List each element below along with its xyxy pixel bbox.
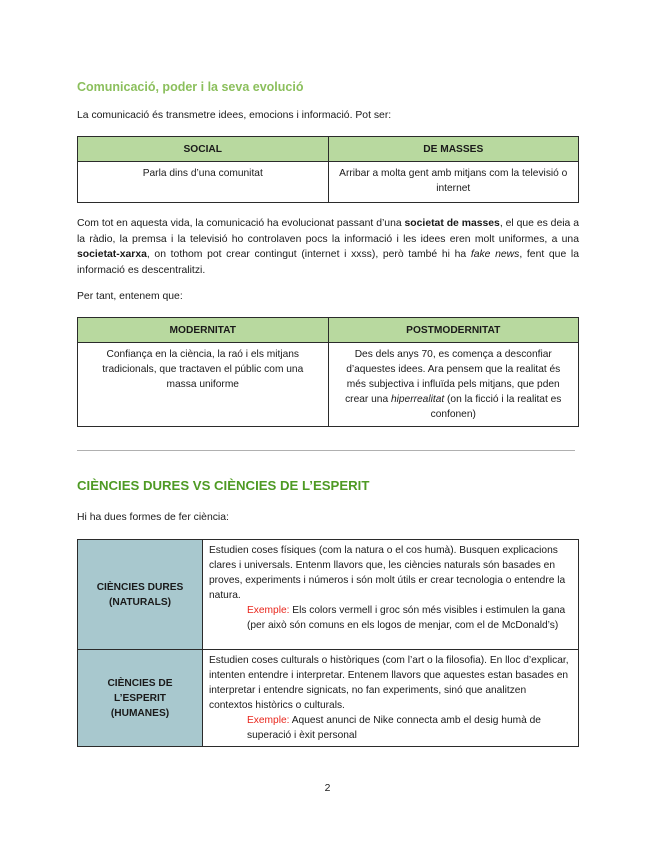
example-ciencies-dures: Exemple: Els colors vermell i groc són més visibles i estimulen la gana (per això són comuns en els logos de menjar, com el de McDonald’s) [247,605,566,631]
cell-de-masses: Arribar a molta gent amb mitjans com la televisió o internet [328,162,579,203]
intro-text: La comunicació és transmetre idees, emocions i informació. Pot ser: [77,110,392,121]
term-fake-news: fake news [470,249,520,260]
per-tant-text: Per tant, entenem que: [77,291,183,302]
page-number: 2 [324,783,331,794]
section-title-communication: Comunicació, poder i la seva evolució [77,80,304,94]
section-divider [77,450,575,451]
section-title-sciences: CIÈNCIES DURES VS CIÈNCIES DE L’ESPERIT [77,478,370,493]
term-hiperrealitat: hiperrealitat [390,394,445,405]
header-modernitat: MODERNITAT [78,318,329,343]
cell-modernitat: Confiança en la ciència, la raó i els mitjans tradicionals, que tractaven el públic com una massa uniforme [78,343,329,427]
term-societat-de-masses: societat de masses [404,218,500,229]
term-societat-xarxa: societat-xarxa [77,249,147,260]
cell-social: Parla dins d’una comunitat [78,162,329,203]
header-social: SOCIAL [78,137,329,162]
label-ciencies-esperit: CIÈNCIES DE L’ESPERIT (HUMANES) [78,650,203,747]
desc-ciencies-dures: Estudien coses físiques (com la natura o el cos humà). Busquen explicacions clares i universals. Entenm llavors que, les ciències naturals són basades en proves, experiments i números i són molt útils er crear tecnologia o entendre la natura. Exemple: Els colors vermell i groc són més visibles i estimulen la gana (per això són comuns en els logos de menjar, com el de McDonald’s) [203,540,579,650]
cell-postmodernitat: Des dels anys 70, es comença a desconfiar d’aquestes idees. Ara pensem que la realitat és més subjectiva i influïda pels mitjans, que pden crear una hiperrealitat (on la ficció i la realitat es confonen) [328,343,579,427]
header-postmodernitat: POSTMODERNITAT [328,318,579,343]
communication-types-table [77,136,579,203]
evolution-paragraph: Com tot en aquesta vida, la comunicació ha evolucionat passant d’una societat de masses, el que es deia a la ràdio, la premsa i la televisió ho controlaven pocs la informació i les idees eren molt uniformes, a una societat-xarxa, on tothom pot crear contingut (internet i xxss), però també hi ha fake news, fent que la informació es descentralitzi. [77,218,579,276]
example-ciencies-esperit: Exemple: Aquest anunci de Nike connecta amb el desig humà de superació i èxit personal [247,715,541,741]
header-de-masses: DE MASSES [328,137,579,162]
label-ciencies-dures: CIÈNCIES DURES (NATURALS) [78,540,203,650]
table-row [78,540,579,650]
sciences-table [77,539,579,747]
table-row [78,650,579,747]
desc-ciencies-esperit: Estudien coses culturals o històriques (com l’art o la filosofia). En lloc d’explicar, intenten entendre i interpretar. Entenem llavors que aquestes estan basades en interpretar i entendre signicats, no fan experiments, sinó que analitzen contextos històrics o culturals. Exemple: Aquest anunci de Nike connecta amb el desig humà de superació i èxit personal [203,650,579,747]
sciences-intro: Hi ha dues formes de fer ciència: [77,512,229,523]
eras-table [77,317,579,427]
